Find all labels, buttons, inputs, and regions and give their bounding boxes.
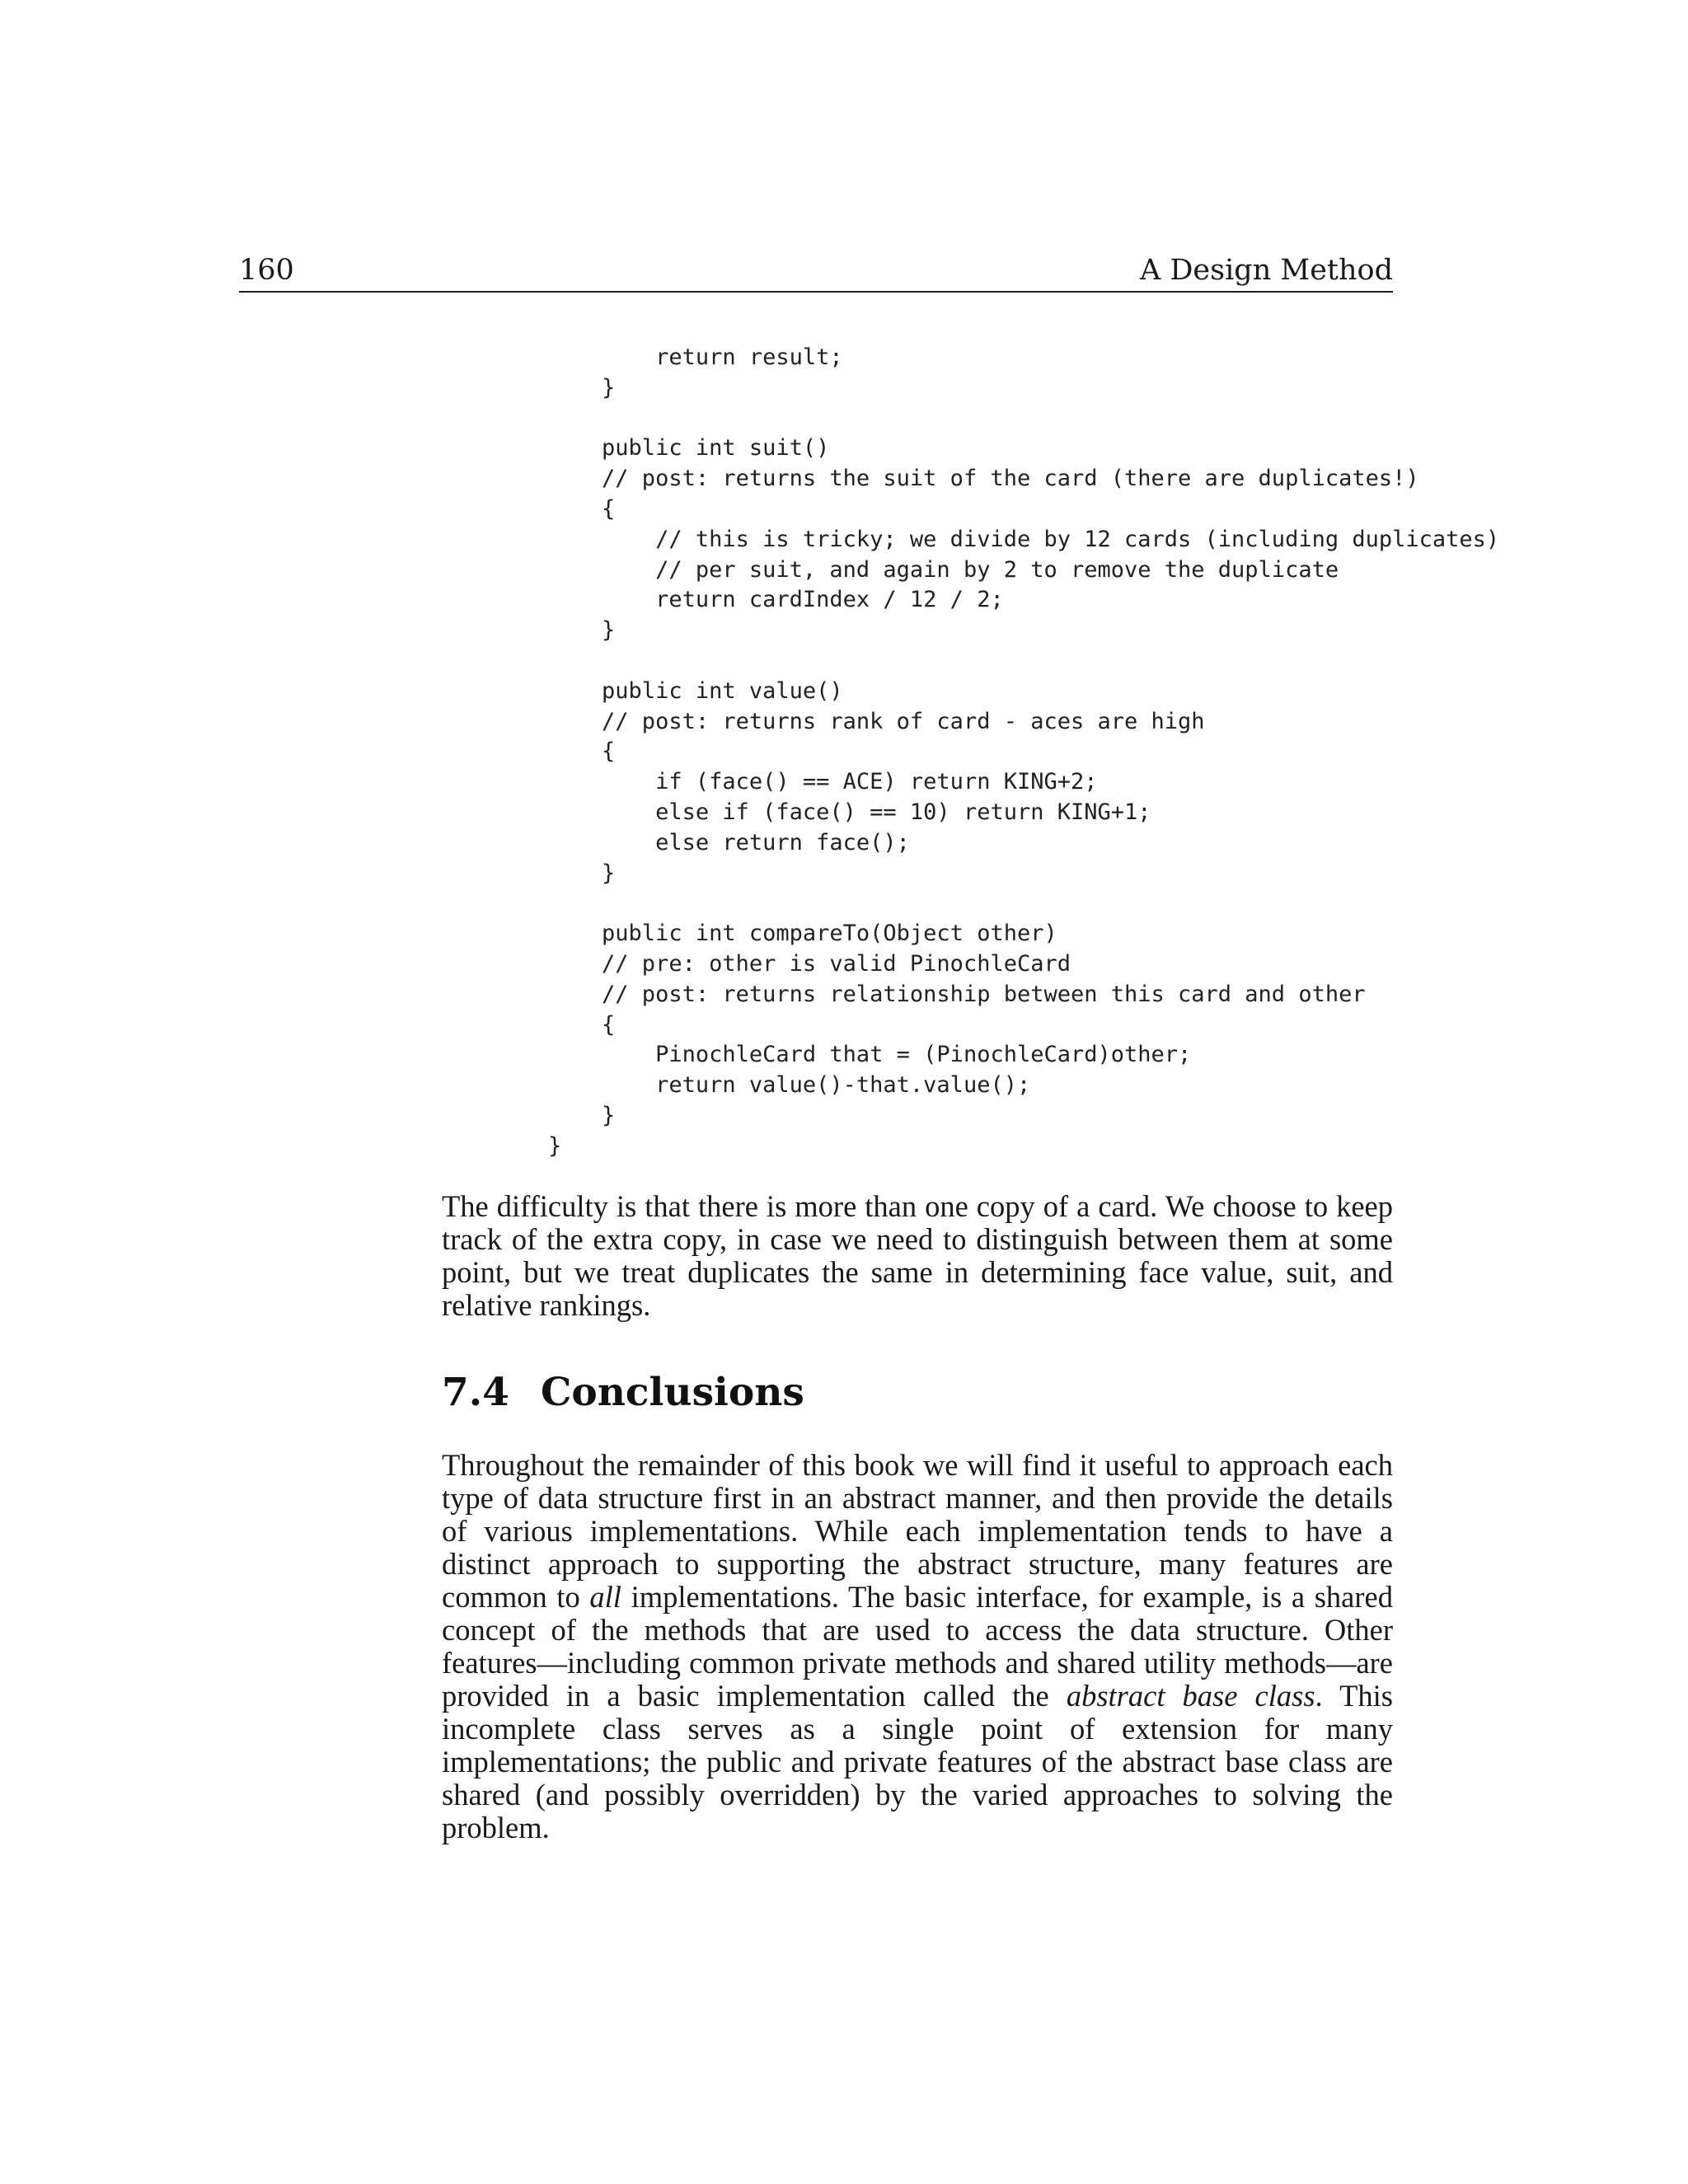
code-listing bbox=[495, 343, 1499, 1162]
body-paragraph bbox=[442, 1449, 1393, 1844]
emphasis-text: abstract base class bbox=[1066, 1679, 1315, 1713]
running-title: A Design Method bbox=[1139, 254, 1393, 287]
code-line: // post: returns the suit of the card (there are duplicates!) bbox=[495, 466, 1419, 492]
paragraph-text: implementations. The basic interface, for example, is a shared concept of the methods that are used to access the data structure. Other features—including common private methods and shared utility methods—are provided in a basic implementation called the bbox=[442, 1580, 1393, 1713]
code-line: } bbox=[495, 860, 616, 886]
code-line: return result; bbox=[495, 344, 843, 370]
paragraph-text: Throughout the remainder of this book we will find it useful to approach each type of data structure first in an abstract manner, and then provide the details of various implementations. While each implementation tends to have a distinct approach to supporting the abstract structure, many features are common to bbox=[442, 1448, 1393, 1614]
code-line: else return face(); bbox=[495, 829, 910, 855]
code-line: public int value() bbox=[495, 677, 843, 704]
code-line: { bbox=[495, 1011, 616, 1038]
code-line: PinochleCard that = (PinochleCard)other; bbox=[495, 1042, 1192, 1068]
code-line: // post: returns rank of card - aces are high bbox=[495, 708, 1205, 734]
code-line: else if (face() == 10) return KING+1; bbox=[495, 799, 1151, 825]
emphasis-text: all bbox=[589, 1580, 621, 1614]
section-heading bbox=[442, 1370, 804, 1416]
code-line: // per suit, and again by 2 to remove the duplicate bbox=[495, 556, 1339, 583]
code-line: public int suit() bbox=[495, 435, 830, 462]
code-line: public int compareTo(Object other) bbox=[495, 921, 1057, 947]
section-number: 7.4 bbox=[442, 1370, 509, 1415]
code-line: if (face() == ACE) return KING+2; bbox=[495, 769, 1098, 795]
code-line: // this is tricky; we divide by 12 cards (including duplicates) bbox=[495, 526, 1500, 552]
section-title: Conclusions bbox=[541, 1370, 804, 1415]
code-line: { bbox=[495, 738, 616, 765]
paragraph-text: . This incomplete class serves as a single point of extension for many implementations; the public and private features of the abstract base class are shared (and possibly overridden) by the varied approaches to solving the problem. bbox=[442, 1679, 1393, 1844]
code-line: // post: returns relationship between this card and other bbox=[495, 981, 1366, 1007]
code-line: } bbox=[495, 617, 616, 644]
page-number: 160 bbox=[239, 254, 294, 287]
code-line: } bbox=[495, 1102, 616, 1128]
code-line: return value()-that.value(); bbox=[495, 1072, 1031, 1099]
code-line: return cardIndex / 12 / 2; bbox=[495, 587, 1004, 613]
code-line: } bbox=[495, 374, 616, 401]
body-paragraph: The difficulty is that there is more than one copy of a card. We choose to keep track of the extra copy, in case we need to distinguish between them at some point, but we treat duplicates the same in determining face value, suit, and relative rankings. bbox=[442, 1189, 1393, 1322]
code-line: { bbox=[495, 495, 616, 522]
code-line: } bbox=[495, 1132, 562, 1159]
code-line: // pre: other is valid PinochleCard bbox=[495, 950, 1071, 977]
page-header bbox=[239, 250, 1393, 293]
